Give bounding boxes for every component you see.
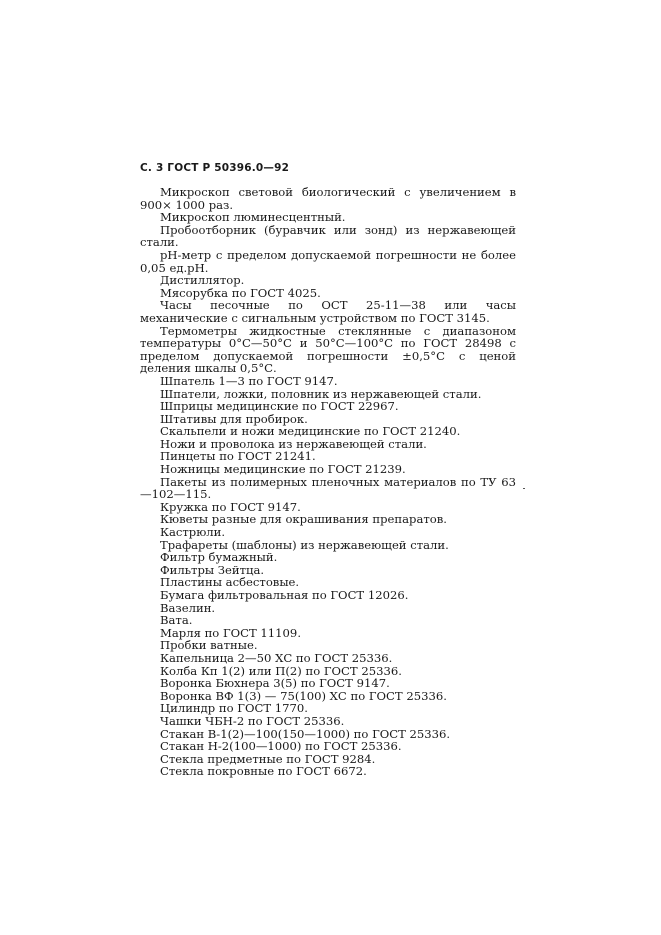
- list-item: Шпатели, ложки, половник из нержавеющей стали.: [160, 386, 482, 401]
- list-item: Часы песочные по ОСТ 25-11—38 или часы механические с сигнальным устройством по ГОСТ 3145.: [140, 298, 516, 325]
- list-item: Микроскоп световой биологический с увеличением в 900× 1000 раз.: [140, 185, 516, 212]
- list-item: Пробки ватные.: [160, 638, 258, 653]
- list-item: Пробоотборник (буравчик или зонд) из нержавеющей стали.: [140, 222, 516, 250]
- list-item: Стакан В-1(2)—100(150—1000) по ГОСТ 25336.: [160, 726, 451, 741]
- list-item: Капельница 2—50 ХС по ГОСТ 25336.: [160, 650, 393, 665]
- list-item: Пинцеты по ГОСТ 21241.: [160, 449, 316, 464]
- list-item: Пакеты из полимерных пленочных материалов по ТУ 63—102—115.: [140, 474, 516, 502]
- list-item: Марля по ГОСТ 11109.: [160, 625, 301, 640]
- list-item: Цилиндр по ГОСТ 1770.: [160, 701, 308, 716]
- list-item: Чашки ЧБН-2 по ГОСТ 25336.: [160, 713, 345, 728]
- list-item: Вата.: [160, 613, 193, 628]
- list-item: Стекла предметные по ГОСТ 9284.: [160, 751, 376, 766]
- list-item: Вазелин.: [160, 600, 216, 615]
- list-item: Фильтры Зейтца.: [160, 562, 265, 577]
- list-item: Микроскоп люминесцентный.: [160, 210, 346, 225]
- list-item: Ножницы медицинские по ГОСТ 21239.: [160, 462, 406, 477]
- list-item: Стекла покровные по ГОСТ 6672.: [160, 764, 367, 779]
- list-item: Пластины асбестовые.: [160, 575, 300, 590]
- equipment-list: [140, 186, 516, 778]
- list-item: Кастрюли.: [160, 525, 226, 540]
- list-item: Кружка по ГОСТ 9147.: [160, 499, 301, 514]
- list-item: Ножи и проволока из нержавеющей стали.: [160, 436, 427, 451]
- list-item: Трафареты (шаблоны) из нержавеющей стали.: [160, 537, 449, 552]
- scan-speck: [523, 488, 525, 489]
- list-item: Стакан Н-2(100—1000) по ГОСТ 25336.: [160, 739, 402, 754]
- list-item: Кюветы разные для окрашивания препаратов.: [160, 512, 447, 527]
- list-item: Термометры жидкостные стеклянные с диапазоном температуры 0°С—50°С и 50°С—100°С по ГОСТ 28498 с пределом допускаемой погрешности ±0,5°С с ценой деления шкалы 0,5°С.: [140, 323, 516, 376]
- list-item: Скальпели и ножи медицинские по ГОСТ 21240.: [160, 424, 461, 439]
- list-item: Бумага фильтровальная по ГОСТ 12026.: [160, 588, 409, 602]
- list-item: Фильтр бумажный.: [160, 550, 278, 565]
- list-item: pH-метр с пределом допускаемой погрешности не более 0,05 ед.pH.: [140, 247, 516, 275]
- list-item: Шпатель 1—3 по ГОСТ 9147.: [160, 373, 338, 388]
- list-item: Воронка ВФ 1(3) — 75(100) ХС по ГОСТ 25336.: [160, 688, 447, 703]
- list-item: Шприцы медицинские по ГОСТ 22967.: [160, 399, 399, 414]
- list-item: Дистиллятор.: [160, 273, 245, 288]
- list-item: Мясорубка по ГОСТ 4025.: [160, 285, 321, 300]
- list-item: Воронка Бюхнера 3(5) по ГОСТ 9147.: [160, 676, 390, 691]
- page-header: С. 3 ГОСТ Р 50396.0—92: [140, 162, 290, 174]
- list-item: Штативы для пробирок.: [160, 411, 308, 426]
- list-item: Колба Кп 1(2) или П(2) по ГОСТ 25336.: [160, 663, 402, 678]
